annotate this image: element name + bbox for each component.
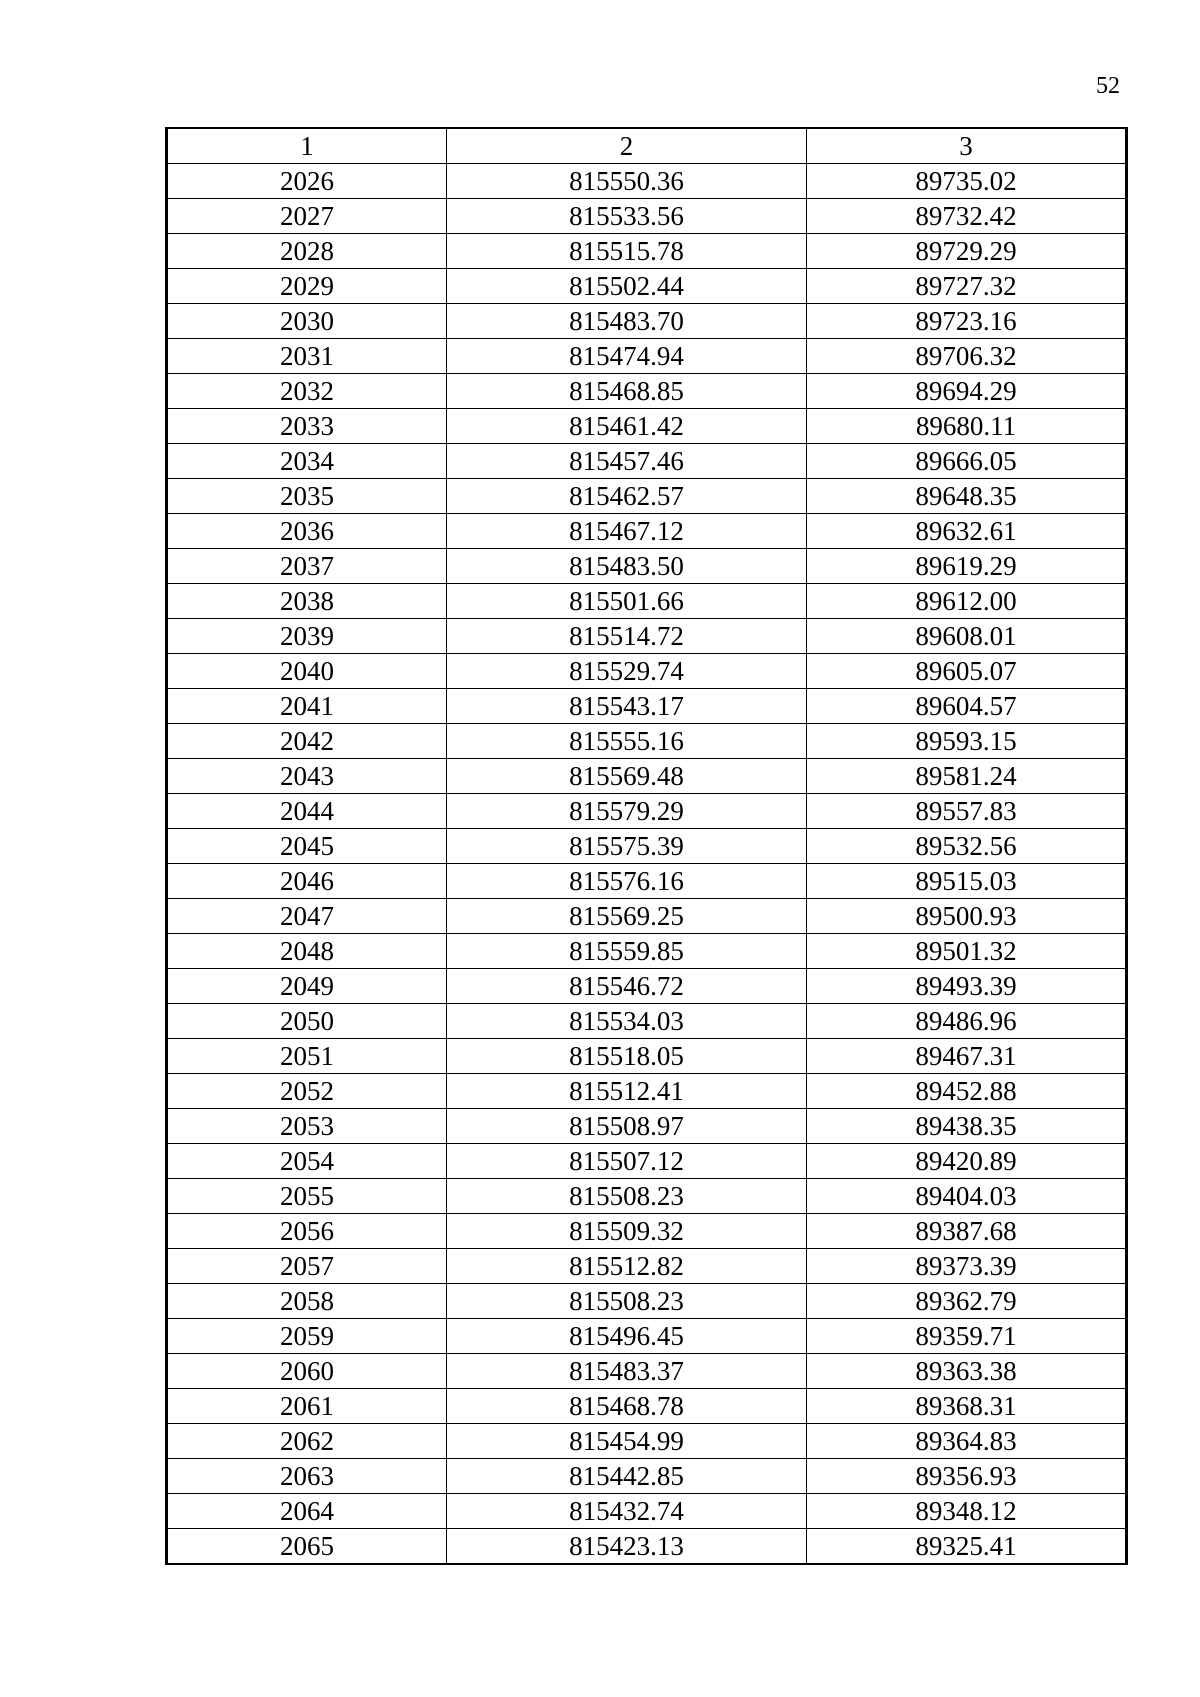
coordinate-x-cell: 815468.85 xyxy=(447,374,807,409)
coordinate-x-cell: 815501.66 xyxy=(447,584,807,619)
point-number-cell: 2037 xyxy=(167,549,447,584)
point-number-cell: 2047 xyxy=(167,899,447,934)
point-number-cell: 2041 xyxy=(167,689,447,724)
point-number-cell: 2052 xyxy=(167,1074,447,1109)
coordinate-y-cell: 89694.29 xyxy=(807,374,1127,409)
table-row xyxy=(167,234,1127,269)
coordinate-x-cell: 815483.70 xyxy=(447,304,807,339)
table-row xyxy=(167,374,1127,409)
coordinate-x-cell: 815462.57 xyxy=(447,479,807,514)
table-row xyxy=(167,304,1127,339)
table-row xyxy=(167,724,1127,759)
point-number-cell: 2057 xyxy=(167,1249,447,1284)
point-number-cell: 2035 xyxy=(167,479,447,514)
coordinate-x-cell: 815507.12 xyxy=(447,1144,807,1179)
coordinate-y-cell: 89612.00 xyxy=(807,584,1127,619)
coordinate-x-cell: 815508.23 xyxy=(447,1284,807,1319)
coordinate-y-cell: 89363.38 xyxy=(807,1354,1127,1389)
coordinate-y-cell: 89605.07 xyxy=(807,654,1127,689)
coordinate-y-cell: 89604.57 xyxy=(807,689,1127,724)
point-number-cell: 2043 xyxy=(167,759,447,794)
coordinate-y-cell: 89632.61 xyxy=(807,514,1127,549)
coordinate-y-cell: 89729.29 xyxy=(807,234,1127,269)
table-row xyxy=(167,1074,1127,1109)
table-header xyxy=(167,128,1127,164)
coordinate-y-cell: 89348.12 xyxy=(807,1494,1127,1529)
point-number-cell: 2065 xyxy=(167,1529,447,1565)
coordinate-y-cell: 89619.29 xyxy=(807,549,1127,584)
table-row xyxy=(167,969,1127,1004)
coordinate-x-cell: 815454.99 xyxy=(447,1424,807,1459)
coordinate-y-cell: 89593.15 xyxy=(807,724,1127,759)
coordinate-y-cell: 89359.71 xyxy=(807,1319,1127,1354)
coordinate-x-cell: 815529.74 xyxy=(447,654,807,689)
table-row xyxy=(167,514,1127,549)
table-row xyxy=(167,584,1127,619)
coordinate-x-cell: 815483.37 xyxy=(447,1354,807,1389)
point-number-cell: 2038 xyxy=(167,584,447,619)
coordinate-y-cell: 89404.03 xyxy=(807,1179,1127,1214)
coordinate-x-cell: 815457.46 xyxy=(447,444,807,479)
table-row xyxy=(167,1249,1127,1284)
table-row xyxy=(167,934,1127,969)
point-number-cell: 2058 xyxy=(167,1284,447,1319)
coordinates-table xyxy=(165,127,1128,1565)
coordinate-x-cell: 815555.16 xyxy=(447,724,807,759)
table-row xyxy=(167,1284,1127,1319)
point-number-cell: 2033 xyxy=(167,409,447,444)
coordinate-x-cell: 815512.82 xyxy=(447,1249,807,1284)
coordinate-x-cell: 815483.50 xyxy=(447,549,807,584)
coordinate-y-cell: 89467.31 xyxy=(807,1039,1127,1074)
coordinate-x-cell: 815508.97 xyxy=(447,1109,807,1144)
coordinate-x-cell: 815468.78 xyxy=(447,1389,807,1424)
coordinate-y-cell: 89493.39 xyxy=(807,969,1127,1004)
point-number-cell: 2049 xyxy=(167,969,447,1004)
coordinate-x-cell: 815502.44 xyxy=(447,269,807,304)
table-row xyxy=(167,339,1127,374)
coordinate-x-cell: 815515.78 xyxy=(447,234,807,269)
table-row xyxy=(167,1424,1127,1459)
point-number-cell: 2027 xyxy=(167,199,447,234)
coordinate-x-cell: 815559.85 xyxy=(447,934,807,969)
point-number-cell: 2042 xyxy=(167,724,447,759)
coordinate-y-cell: 89500.93 xyxy=(807,899,1127,934)
table-row xyxy=(167,1144,1127,1179)
point-number-cell: 2034 xyxy=(167,444,447,479)
table-body xyxy=(167,164,1127,1565)
coordinate-y-cell: 89356.93 xyxy=(807,1459,1127,1494)
coordinate-y-cell: 89373.39 xyxy=(807,1249,1127,1284)
point-number-cell: 2062 xyxy=(167,1424,447,1459)
coordinate-y-cell: 89557.83 xyxy=(807,794,1127,829)
coordinate-y-cell: 89581.24 xyxy=(807,759,1127,794)
coordinate-y-cell: 89732.42 xyxy=(807,199,1127,234)
point-number-cell: 2050 xyxy=(167,1004,447,1039)
coordinate-y-cell: 89723.16 xyxy=(807,304,1127,339)
header-row xyxy=(167,128,1127,164)
coordinate-y-cell: 89666.05 xyxy=(807,444,1127,479)
coordinate-x-cell: 815575.39 xyxy=(447,829,807,864)
coordinate-x-cell: 815569.48 xyxy=(447,759,807,794)
coordinate-x-cell: 815534.03 xyxy=(447,1004,807,1039)
point-number-cell: 2028 xyxy=(167,234,447,269)
column-header-3: 3 xyxy=(807,128,1127,164)
coordinate-x-cell: 815508.23 xyxy=(447,1179,807,1214)
coordinate-x-cell: 815514.72 xyxy=(447,619,807,654)
point-number-cell: 2040 xyxy=(167,654,447,689)
coordinate-x-cell: 815496.45 xyxy=(447,1319,807,1354)
point-number-cell: 2032 xyxy=(167,374,447,409)
table-row xyxy=(167,1214,1127,1249)
table-row xyxy=(167,549,1127,584)
coordinate-x-cell: 815576.16 xyxy=(447,864,807,899)
coordinate-y-cell: 89608.01 xyxy=(807,619,1127,654)
coordinate-x-cell: 815533.56 xyxy=(447,199,807,234)
column-header-2: 2 xyxy=(447,128,807,164)
table-row xyxy=(167,899,1127,934)
table-row xyxy=(167,1459,1127,1494)
table-row xyxy=(167,654,1127,689)
coordinate-x-cell: 815461.42 xyxy=(447,409,807,444)
coordinate-x-cell: 815518.05 xyxy=(447,1039,807,1074)
coordinate-y-cell: 89735.02 xyxy=(807,164,1127,199)
coordinate-y-cell: 89364.83 xyxy=(807,1424,1127,1459)
table-row xyxy=(167,1179,1127,1214)
table-row xyxy=(167,1494,1127,1529)
coordinate-y-cell: 89501.32 xyxy=(807,934,1127,969)
coordinate-y-cell: 89438.35 xyxy=(807,1109,1127,1144)
table-row xyxy=(167,1039,1127,1074)
point-number-cell: 2054 xyxy=(167,1144,447,1179)
point-number-cell: 2051 xyxy=(167,1039,447,1074)
point-number-cell: 2029 xyxy=(167,269,447,304)
coordinate-x-cell: 815512.41 xyxy=(447,1074,807,1109)
coordinate-x-cell: 815442.85 xyxy=(447,1459,807,1494)
coordinate-x-cell: 815579.29 xyxy=(447,794,807,829)
table-row xyxy=(167,1529,1127,1565)
coordinate-y-cell: 89452.88 xyxy=(807,1074,1127,1109)
coordinate-y-cell: 89680.11 xyxy=(807,409,1127,444)
coordinate-x-cell: 815546.72 xyxy=(447,969,807,1004)
table-row xyxy=(167,794,1127,829)
point-number-cell: 2060 xyxy=(167,1354,447,1389)
coordinate-y-cell: 89325.41 xyxy=(807,1529,1127,1565)
point-number-cell: 2053 xyxy=(167,1109,447,1144)
coordinate-y-cell: 89387.68 xyxy=(807,1214,1127,1249)
coordinate-x-cell: 815474.94 xyxy=(447,339,807,374)
point-number-cell: 2031 xyxy=(167,339,447,374)
coordinate-y-cell: 89362.79 xyxy=(807,1284,1127,1319)
table-row xyxy=(167,269,1127,304)
table-row xyxy=(167,199,1127,234)
point-number-cell: 2059 xyxy=(167,1319,447,1354)
point-number-cell: 2061 xyxy=(167,1389,447,1424)
table-row xyxy=(167,1389,1127,1424)
point-number-cell: 2026 xyxy=(167,164,447,199)
coordinate-x-cell: 815550.36 xyxy=(447,164,807,199)
table-row xyxy=(167,1109,1127,1144)
point-number-cell: 2039 xyxy=(167,619,447,654)
coordinate-y-cell: 89420.89 xyxy=(807,1144,1127,1179)
coordinate-y-cell: 89706.32 xyxy=(807,339,1127,374)
table-row xyxy=(167,444,1127,479)
coordinate-x-cell: 815423.13 xyxy=(447,1529,807,1565)
table-row xyxy=(167,479,1127,514)
coordinate-y-cell: 89515.03 xyxy=(807,864,1127,899)
page-number: 52 xyxy=(1096,73,1120,99)
table-row xyxy=(167,409,1127,444)
point-number-cell: 2045 xyxy=(167,829,447,864)
table-row xyxy=(167,1004,1127,1039)
table-row xyxy=(167,164,1127,199)
table-row xyxy=(167,1319,1127,1354)
point-number-cell: 2044 xyxy=(167,794,447,829)
table-row xyxy=(167,1354,1127,1389)
table-row xyxy=(167,619,1127,654)
table-row xyxy=(167,759,1127,794)
table-row xyxy=(167,829,1127,864)
coordinate-x-cell: 815569.25 xyxy=(447,899,807,934)
column-header-1: 1 xyxy=(167,128,447,164)
coordinate-y-cell: 89368.31 xyxy=(807,1389,1127,1424)
point-number-cell: 2056 xyxy=(167,1214,447,1249)
point-number-cell: 2046 xyxy=(167,864,447,899)
point-number-cell: 2055 xyxy=(167,1179,447,1214)
table-row xyxy=(167,864,1127,899)
point-number-cell: 2063 xyxy=(167,1459,447,1494)
point-number-cell: 2030 xyxy=(167,304,447,339)
coordinate-y-cell: 89532.56 xyxy=(807,829,1127,864)
coordinate-x-cell: 815432.74 xyxy=(447,1494,807,1529)
point-number-cell: 2048 xyxy=(167,934,447,969)
point-number-cell: 2036 xyxy=(167,514,447,549)
coordinate-y-cell: 89486.96 xyxy=(807,1004,1127,1039)
coordinate-y-cell: 89727.32 xyxy=(807,269,1127,304)
coordinate-y-cell: 89648.35 xyxy=(807,479,1127,514)
point-number-cell: 2064 xyxy=(167,1494,447,1529)
coordinate-x-cell: 815509.32 xyxy=(447,1214,807,1249)
coordinate-x-cell: 815467.12 xyxy=(447,514,807,549)
table-row xyxy=(167,689,1127,724)
coordinate-x-cell: 815543.17 xyxy=(447,689,807,724)
